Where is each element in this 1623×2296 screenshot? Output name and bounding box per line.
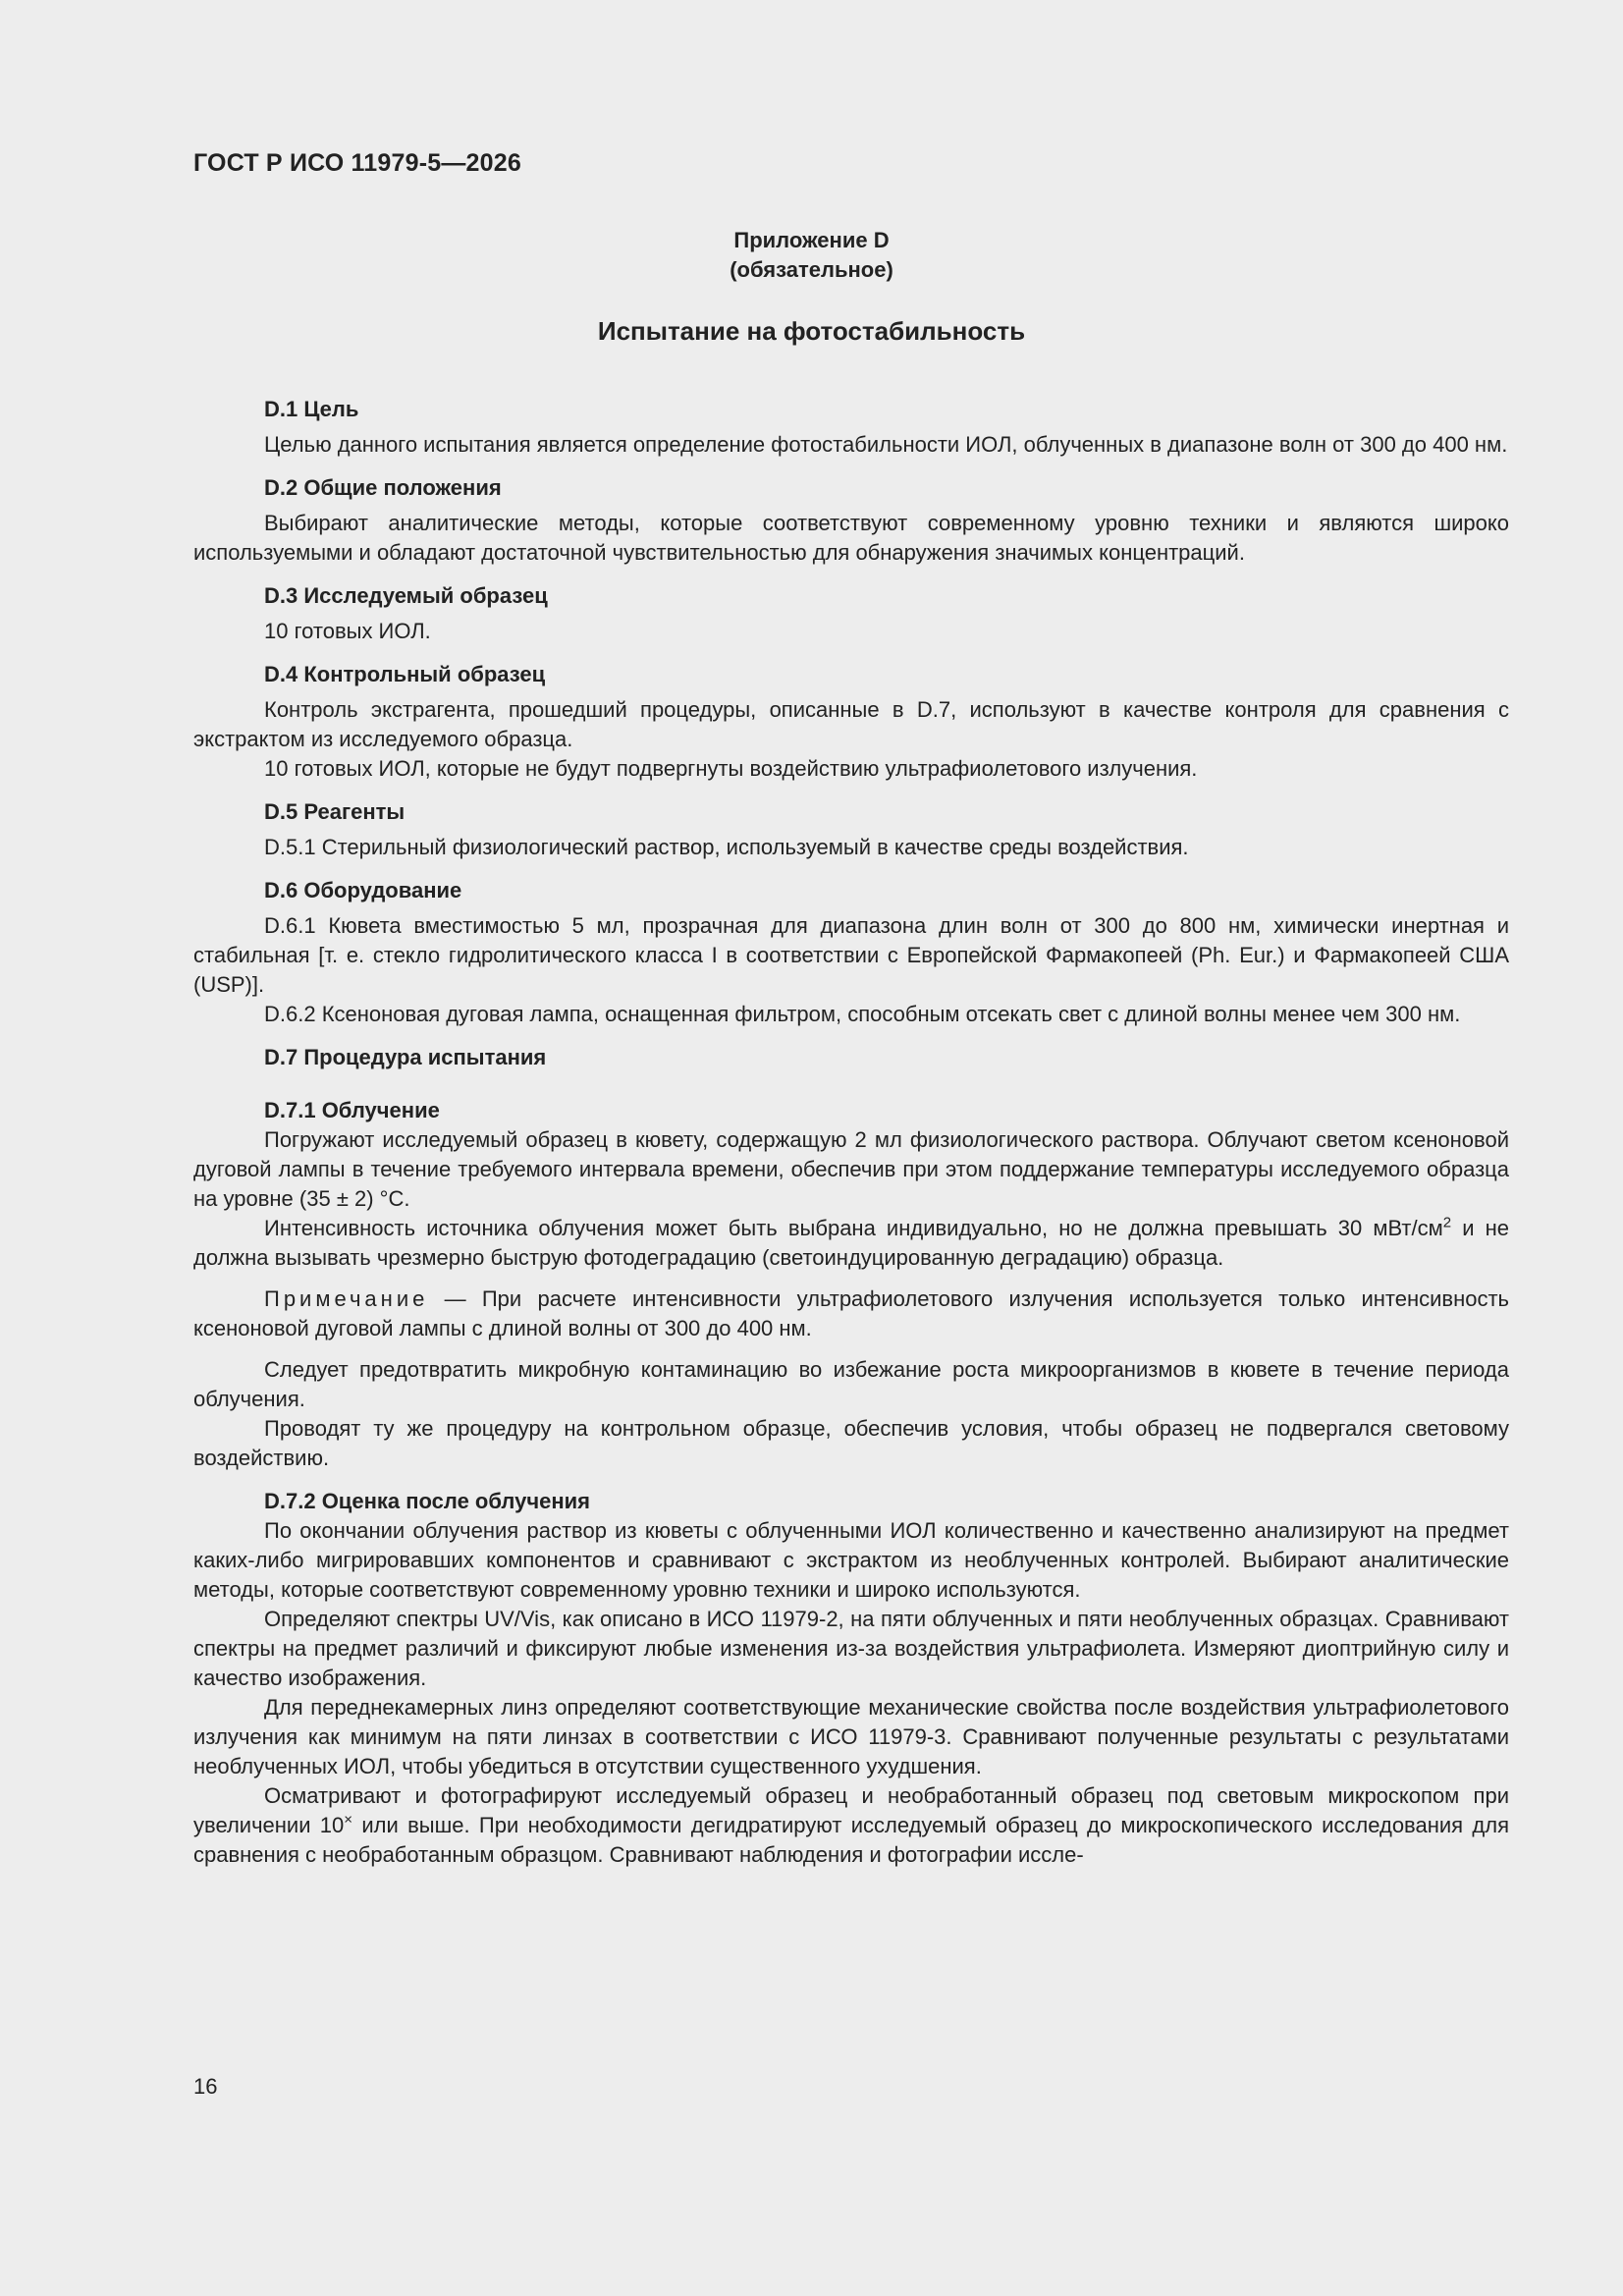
section-heading-d2: D.2 Общие положения bbox=[264, 475, 502, 500]
paragraph: Выбирают аналитические методы, которые соответствуют современному уровню техники и являются широко используемыми и обладают достаточной чувствительностью для обнаружения значимых концентраций. bbox=[193, 511, 1509, 565]
document-body bbox=[193, 395, 1509, 1870]
appendix-heading bbox=[0, 226, 1623, 349]
note-label: Примечание bbox=[264, 1286, 429, 1311]
appendix-label: Приложение D bbox=[733, 228, 890, 252]
paragraph: Следует предотвратить микробную контаминацию во избежание роста микроорганизмов в кювете в течение периода облучения. bbox=[193, 1357, 1509, 1411]
section-heading-d6: D.6 Оборудование bbox=[264, 878, 462, 902]
paragraph: Для переднекамерных линз определяют соответствующие механические свойства после воздействия ультрафиолетового излучения как минимум на пяти линзах в соответствии с ИСО 11979-3. Сравнивают полученные результаты с результатами необлученных ИОЛ, чтобы убедиться в отсутствии существенного ухудшения. bbox=[193, 1695, 1509, 1778]
paragraph-text: или выше. При необходимости дегидратируют исследуемый образец до микроскопического исследования для сравнения с необработанным образцом. Сравнивают наблюдения и фотографии иссле- bbox=[193, 1813, 1509, 1867]
standard-code: ГОСТ Р ИСО 11979-5—2026 bbox=[193, 149, 521, 177]
paragraph: Контроль экстрагента, прошедший процедуры, описанные в D.7, используют в качестве контроля для сравнения с экстрактом из исследуемого образца. bbox=[193, 697, 1509, 751]
note bbox=[193, 1285, 1509, 1343]
paragraph: По окончании облучения раствор из кюветы с облученными ИОЛ количественно и качественно анализируют на предмет каких-либо мигрировавших компонентов и сравнивают с экстрактом из необлученных контролей. Выбирают аналитические методы, которые соответствуют современному уровню техники и широко используются. bbox=[193, 1518, 1509, 1602]
paragraph: Определяют спектры UV/Vis, как описано в ИСО 11979-2, на пяти облученных и пяти необлученных образцах. Сравнивают спектры на предмет различий и фиксируют любые изменения из-за воздействия ультрафиолета. Измеряют диоптрийную силу и качество изображения. bbox=[193, 1607, 1509, 1690]
paragraph-text: Осматривают и фотографируют исследуемый образец и необработанный образец под световым микроскопом при увеличении 10 bbox=[193, 1783, 1509, 1837]
superscript: 2 bbox=[1442, 1214, 1452, 1231]
paragraph: Целью данного испытания является определение фотостабильности ИОЛ, облученных в диапазоне волн от 300 до 400 нм. bbox=[264, 432, 1508, 457]
paragraph: Проводят ту же процедуру на контрольном образце, обеспечив условия, чтобы образец не подвергался световому воздействию. bbox=[193, 1416, 1509, 1470]
subsection-heading-d7-2: D.7.2 Оценка после облучения bbox=[264, 1489, 590, 1513]
subsection-heading-d7-1: D.7.1 Облучение bbox=[264, 1098, 440, 1122]
paragraph bbox=[193, 1214, 1509, 1273]
paragraph bbox=[193, 1781, 1509, 1870]
paragraph: Погружают исследуемый образец в кювету, содержащую 2 мл физиологического раствора. Облучают светом ксеноновой дуговой лампы в течение требуемого интервала времени, обеспечив при этом поддержание температуры исследуемого образца на уровне (35 ± 2) °С. bbox=[193, 1127, 1509, 1211]
paragraph-text: и не должна вызывать чрезмерно быструю фотодеградацию (светоиндуцированную деградацию) образца. bbox=[193, 1216, 1509, 1270]
paragraph: D.6.1 Кювета вместимостью 5 мл, прозрачная для диапазона длин волн от 300 до 800 нм, химически инертная и стабильная [т. е. стекло гидролитического класса I в соответствии с Европейской Фармакопеей (Ph. Eur.) и Фармакопеей США (USP)]. bbox=[193, 913, 1509, 997]
note-text: — При расчете интенсивности ультрафиолетового излучения используется только интенсивность ксеноновой дуговой лампы с длиной волны от 300 до 400 нм. bbox=[193, 1286, 1509, 1340]
superscript: × bbox=[344, 1811, 353, 1829]
appendix-status: (обязательное) bbox=[730, 257, 893, 282]
section-heading-d7: D.7 Процедура испытания bbox=[264, 1045, 547, 1069]
section-heading-d4: D.4 Контрольный образец bbox=[264, 662, 546, 686]
paragraph-text: Интенсивность источника облучения может быть выбрана индивидуально, но не должна превышать 30 мВт/см bbox=[264, 1216, 1443, 1240]
appendix-title: Испытание на фотостабильность bbox=[597, 316, 1026, 346]
section-heading-d5: D.5 Реагенты bbox=[264, 799, 406, 824]
section-heading-d3: D.3 Исследуемый образец bbox=[264, 583, 548, 608]
section-heading-d1: D.1 Цель bbox=[264, 397, 359, 421]
paragraph: D.6.2 Ксеноновая дуговая лампа, оснащенная фильтром, способным отсекать свет с длиной волны менее чем 300 нм. bbox=[264, 1002, 1461, 1026]
paragraph: 10 готовых ИОЛ. bbox=[264, 619, 431, 643]
paragraph: D.5.1 Стерильный физиологический раствор, используемый в качестве среды воздействия. bbox=[264, 835, 1189, 859]
paragraph: 10 готовых ИОЛ, которые не будут подвергнуты воздействию ультрафиолетового излучения. bbox=[264, 756, 1198, 781]
page-number: 16 bbox=[193, 2074, 218, 2099]
